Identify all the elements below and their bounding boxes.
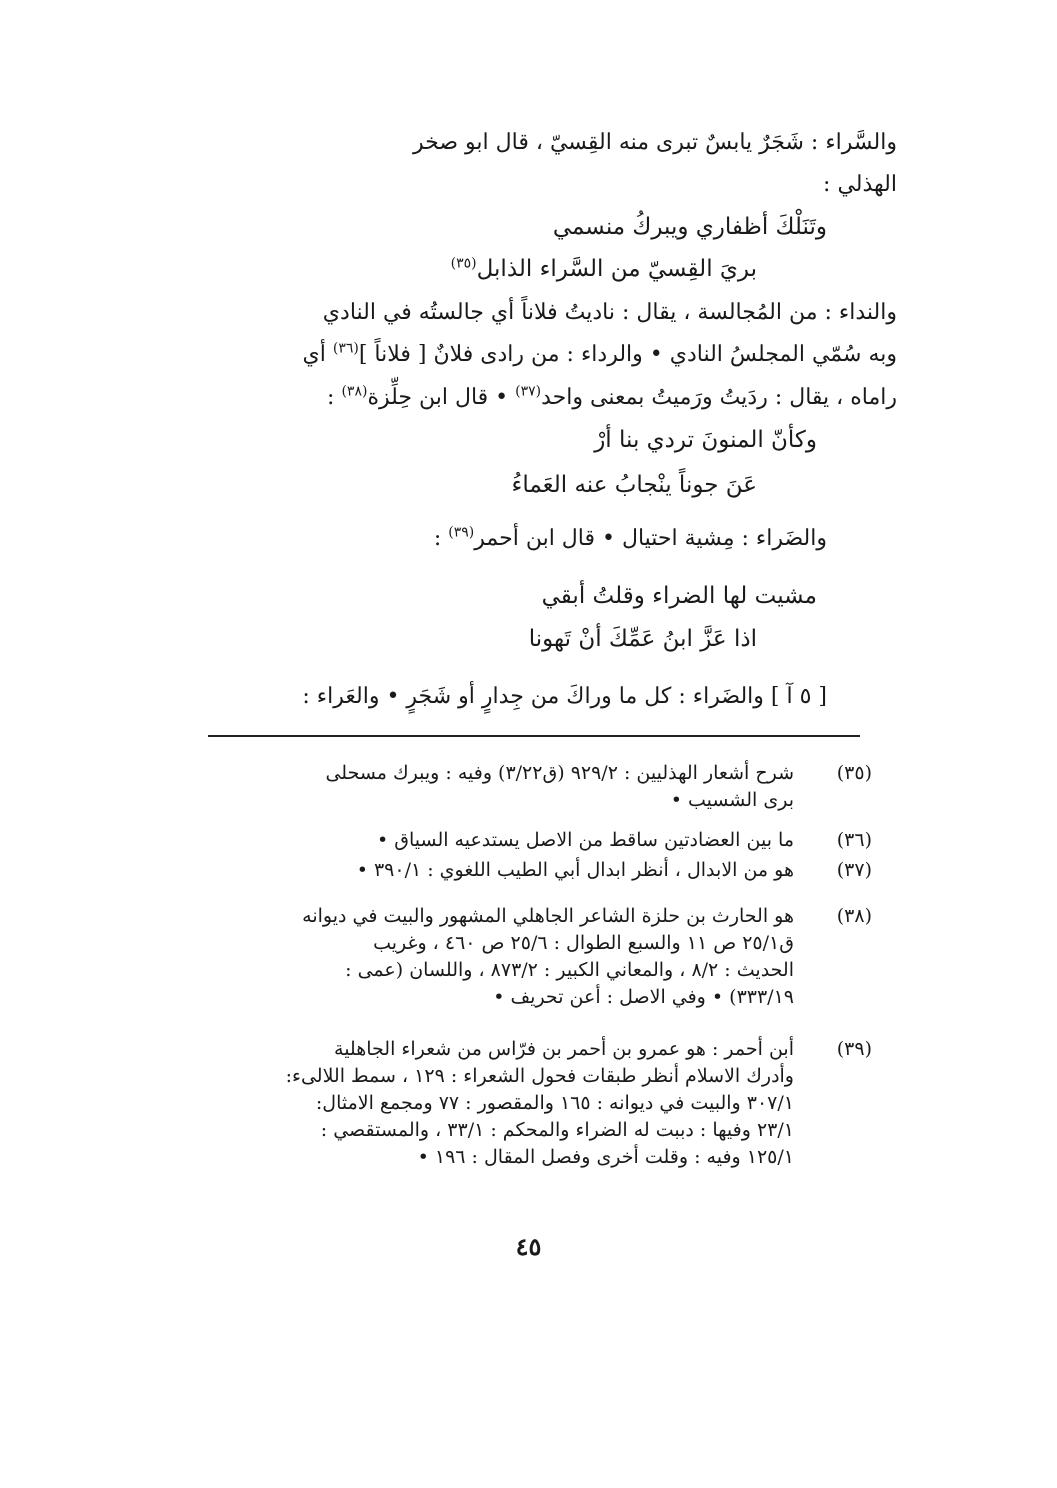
- footnote-35: [0, 760, 1057, 820]
- body-line-5: راماه ، يقال : ردَيتُ ورَميتُ بمعنى واحد$^{(٣٧)}$ • قال ابن حِلِّزة$^{(٣٨)}$ :: [327, 383, 897, 410]
- body-line-1: والسَّراء : شَجَرٌ يابسٌ تبرى منه القِسيّ ، قال ابو صخر: [413, 130, 897, 155]
- verse-3-hemistich-1: مشيت لها الضراء وقلتُ أبقي: [541, 583, 817, 609]
- verse-2-hemistich-1: وكأنّ المنونَ تردي بنا أرْ: [594, 427, 817, 453]
- body-line-4: وبه سُمّي المجلسُ النادي • والرداء : من رادى فلانٌ [ فلاناً ]$^{(٣٦)}$ أي: [302, 340, 897, 367]
- footnote-38: [0, 903, 1057, 1018]
- body-line-2: الهذلي :: [823, 172, 897, 197]
- footnote-number: (٣٩): [836, 1038, 872, 1060]
- body-line-7: [ ٥ آ ] والضَراء : كل ما وراكَ من جِدارٍ أو شَجَرٍ • والعَراء :: [302, 684, 827, 709]
- verse-1-hemistich-2: بريَ القِسيّ من السَّراء الذابل$^{(٣٥)}$: [450, 255, 757, 282]
- body-line-3: والنداء : من المُجالسة ، يقال : ناديتُ فلاناً أي جالستُه في النادي: [322, 300, 897, 325]
- footnote-text: شرح أشعار الهذليين : ٩٢٩/٢ (ق٣/٢٢) وفيه : ويبرك مسحلى برى الشسيب •: [325, 762, 794, 811]
- footnote-divider: [208, 735, 860, 737]
- footnote-text: هو من الابدال ، أنظر ابدال أبي الطيب اللغوي : ٣٩٠/١ •: [356, 859, 794, 881]
- footnote-number: (٣٧): [836, 859, 872, 881]
- footnote-text: ما بين العضادتين ساقط من الاصل يستدعيه السياق •: [376, 829, 794, 851]
- footnote-number: (٣٦): [836, 829, 872, 851]
- verse-1-hemistich-1: وتَنَلْكَ أظفاري ويبركُ منسمي: [552, 214, 827, 240]
- body-line-6: والضَراء : مِشية احتيال • قال ابن أحمر$^{(٣٩)}$ :: [433, 524, 827, 551]
- footnote-number: (٣٥): [836, 762, 872, 784]
- footnote-37: [0, 857, 1057, 887]
- footnote-39: [0, 1036, 1057, 1181]
- page-number: ٤٥: [515, 1232, 542, 1261]
- footnote-text: أبن أحمر : هو عمرو بن أحمر بن فرّاس من شعراء الجاهلية وأدرك الاسلام أنظر طبقات فحول الشعراء : ١٢٩ ، سمط اللالىء: ٣٠٧/١ والبيت في ديوانه : ١٦٥ والمقصور : ٧٧ ومجمع الامثال: ٢٣/١ وفيها : دببت له الضراء والمحكم : ٣٣/١ ، والمستقصي : ١٢٥/١ وفيه : وقلت أخرى وفصل المقال : ١٩٦ •: [285, 1038, 794, 1168]
- verse-2-hemistich-2: عَنَ جوناً ينْجابُ عنه العَماءُ: [511, 472, 757, 498]
- footnote-number: (٣٨): [836, 905, 872, 927]
- footnote-text: هو الحارث بن حلزة الشاعر الجاهلي المشهور والبيت في ديوانه ق٢٥/١ ص ١١ والسبع الطوال : ٢٥/٦ ص ٤٦٠ ، وغريب الحديث : ٨/٢ ، والمعاني الكبير : ٨٧٣/٢ ، واللسان (عمى : ٣٣٣/١٩) • وفي الاصل : أعن تحريف •: [302, 905, 794, 1008]
- footnote-36: [0, 827, 1057, 857]
- verse-3-hemistich-2: اذا عَزَّ ابنُ عَمِّكَ أنْ تَهونا: [528, 626, 757, 652]
